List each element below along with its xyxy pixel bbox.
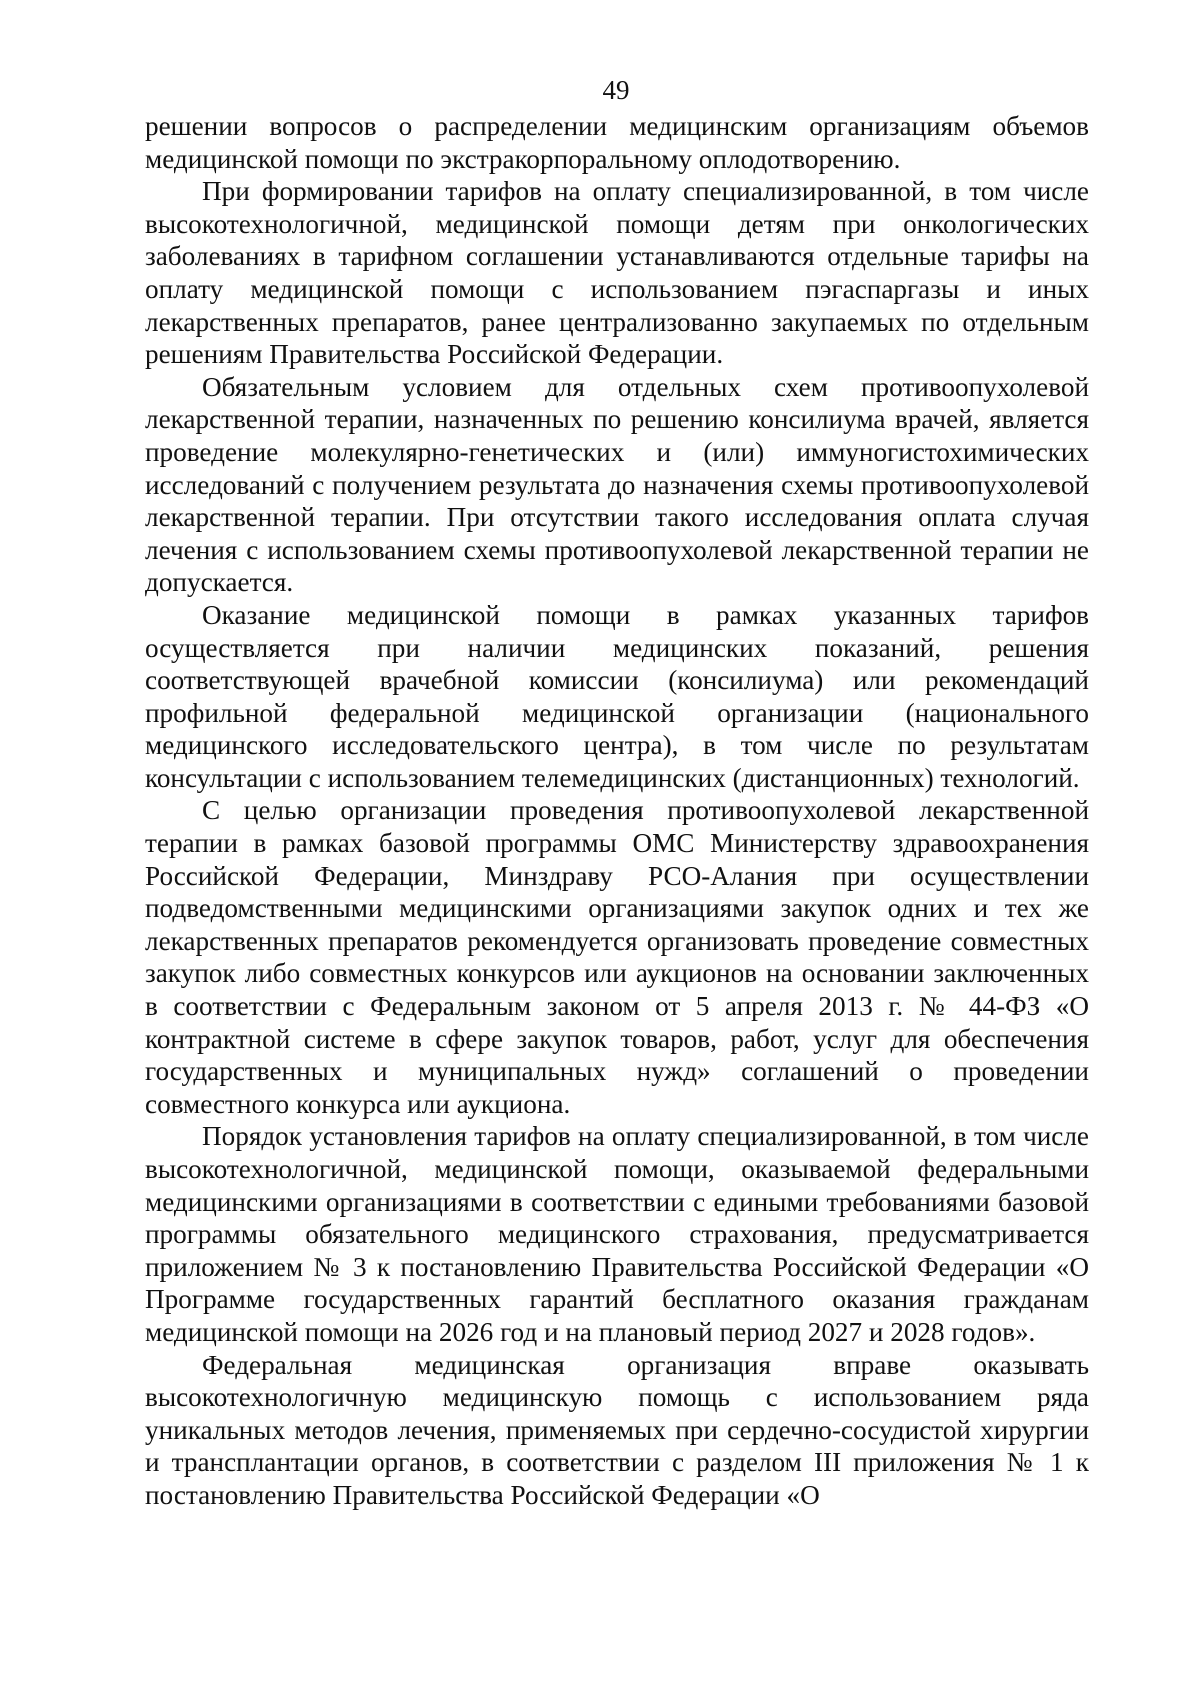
paragraph: При формировании тарифов на оплату специализированной, в том числе высокотехнологичной, медицинской помощи детям при онкологических заболеваниях в тарифном соглашении устанавливаются отдельные тарифы на оплату медицинской помощи с использованием пэгаспаргазы и иных лекарственных препаратов, ранее централизованно закупаемых по отдельным решениям Правительства Российской Федерации. [145,176,1089,370]
paragraph: Оказание медицинской помощи в рамках указанных тарифов осуществляется при наличии медицинских показаний, решения соответствующей врачебной комиссии (консилиума) или рекомендаций профильной федеральной медицинской организации (национального медицинского исследовательского центра), в том числе по результатам консультации с использованием телемедицинских (дистанционных) технологий. [145,599,1089,793]
paragraph: С целью организации проведения противоопухолевой лекарственной терапии в рамках базовой программы ОМС Министерству здравоохранения Российской Федерации, Минздраву РСО-Алания при осуществлении подведомственными медицинскими организациями закупок одних и тех же лекарственных препаратов рекомендуется организовать проведение совместных закупок либо совместных конкурсов или аукционов на основании заключенных в соответствии с Федеральным законом от 5 апреля 2013 г. № 44-ФЗ «О контрактной системе в сфере закупок товаров, работ, услуг для обеспечения государственных и муниципальных нужд» соглашений о проведении совместного конкурса или аукциона. [145,795,1089,1119]
paragraph: Порядок установления тарифов на оплату специализированной, в том числе высокотехнологичной, медицинской помощи, оказываемой федеральными медицинскими организациями в соответствии с едиными требованиями базовой программы обязательного медицинского страхования, предусматривается приложением № 3 к постановлению Правительства Российской Федерации «О Программе государственных гарантий бесплатного оказания гражданам медицинской помощи на 2026 год и на плановый период 2027 и 2028 годов». [145,1121,1089,1347]
page-number: 49 [602,75,630,105]
paragraph: решении вопросов о распределении медицинским организациям объемов медицинской помощи по экстракорпоральному оплодотворению. [145,111,1089,174]
paragraph: Федеральная медицинская организация вправе оказывать высокотехнологичную медицинскую помощь с использованием ряда уникальных методов лечения, применяемых при сердечно-сосудистой хирургии и трансплантации органов, в соответствии с разделом III приложения № 1 к постановлению Правительства Российской Федерации «О [145,1349,1089,1510]
document-body [145,110,1089,1512]
paragraph: Обязательным условием для отдельных схем противоопухолевой лекарственной терапии, назначенных по решению консилиума врачей, является проведение молекулярно-генетических и (или) иммуногистохимических исследований с получением результата до назначения схемы противоопухолевой лекарственной терапии. При отсутствии такого исследования оплата случая лечения с использованием схемы противоопухолевой лекарственной терапии не допускается. [145,371,1089,598]
